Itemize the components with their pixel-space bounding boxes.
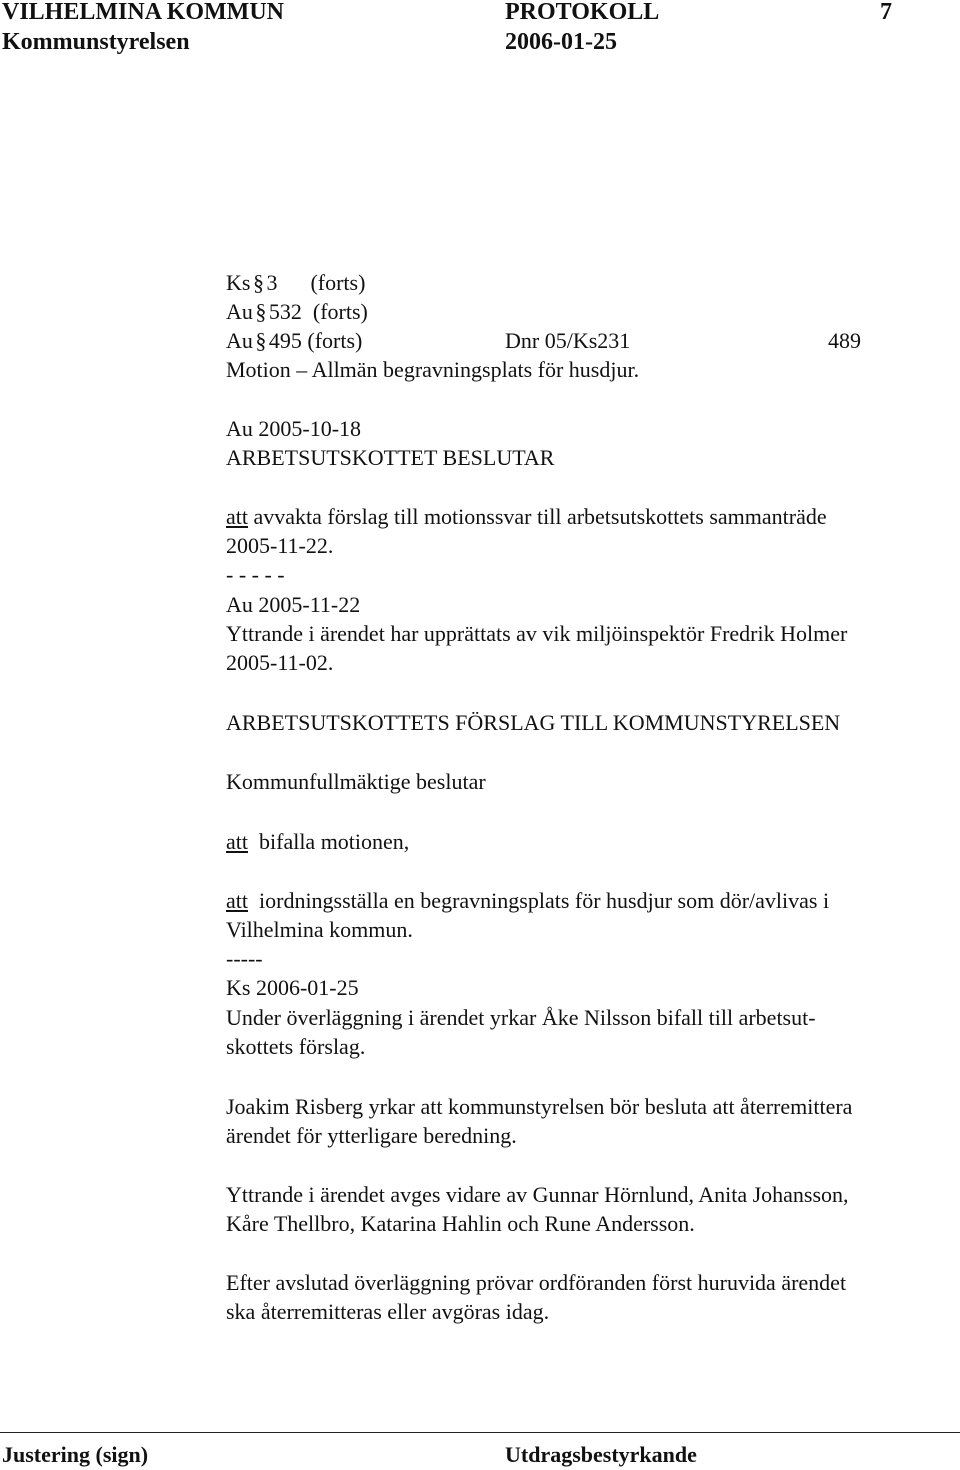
footer-justering: Justering (sign) xyxy=(2,1442,149,1467)
board-name: Kommunstyrelsen xyxy=(2,29,190,55)
au-1018-decision: att avvakta förslag till motionssvar till arbetsutskottets sammanträde xyxy=(226,504,827,529)
ks-paragraph-1: Under överläggning i ärendet yrkar Åke Nilsson bifall till arbetsut- xyxy=(226,1005,816,1030)
footer-utdragsbestyrkande: Utdragsbestyrkande xyxy=(505,1442,697,1467)
ks-paragraph-2-cont: ärendet för ytterligare beredning. xyxy=(226,1123,517,1148)
case-ref-au-532: Au § 532 (forts) xyxy=(226,299,368,324)
proposal-item-2-cont: Vilhelmina kommun. xyxy=(226,917,413,942)
au-1018-heading: ARBETSUTSKOTTET BESLUTAR xyxy=(226,445,555,470)
ks-paragraph-2: Joakim Risberg yrkar att kommunstyrelsen bör besluta att återremittera xyxy=(226,1094,853,1119)
ks-paragraph-1-cont: skottets förslag. xyxy=(226,1034,366,1059)
ks-paragraph-3-cont: Kåre Thellbro, Katarina Hahlin och Rune Andersson. xyxy=(226,1211,695,1236)
meeting-date: 2006-01-25 xyxy=(505,29,617,55)
au-1018-decision-cont: 2005-11-22. xyxy=(226,533,334,558)
document-type: PROTOKOLL xyxy=(505,0,660,25)
ks-0125-date: Ks 2006-01-25 xyxy=(226,975,359,1000)
subject-line: Motion – Allmän begravningsplats för husdjur. xyxy=(226,357,640,382)
ks-paragraph-3: Yttrande i ärendet avges vidare av Gunnar Hörnlund, Anita Johansson, xyxy=(226,1182,849,1207)
footer-rule xyxy=(0,1432,960,1433)
ks-paragraph-4: Efter avslutad överläggning prövar ordföranden först huruvida ärendet xyxy=(226,1270,847,1295)
proposal-item-1: att bifalla motionen, xyxy=(226,829,410,854)
separator-dashes: - - - - - xyxy=(226,562,285,587)
municipality-name: VILHELMINA KOMMUN xyxy=(2,0,284,25)
au-1018-date: Au 2005-10-18 xyxy=(226,416,362,441)
au-1122-date: Au 2005-11-22 xyxy=(226,592,361,617)
ks-paragraph-4-cont: ska återremitteras eller avgöras idag. xyxy=(226,1299,550,1324)
case-ref-ks: Ks § 3 (forts) xyxy=(226,270,366,295)
case-ref-au-495: Au § 495 (forts) xyxy=(226,328,363,353)
case-number: 489 xyxy=(828,328,861,353)
page-number: 7 xyxy=(880,0,892,25)
proposal-heading: ARBETSUTSKOTTETS FÖRSLAG TILL KOMMUNSTYRELSEN xyxy=(226,710,841,735)
proposal-decider: Kommunfullmäktige beslutar xyxy=(226,769,486,794)
au-1122-statement: Yttrande i ärendet har upprättats av vik miljöinspektör Fredrik Holmer xyxy=(226,621,848,646)
proposal-item-2: att iordningsställa en begravningsplats för husdjur som dör/avlivas i xyxy=(226,888,830,913)
au-1122-statement-cont: 2005-11-02. xyxy=(226,650,334,675)
diary-number: Dnr 05/Ks231 xyxy=(505,328,631,353)
separator-dashes-2: ----- xyxy=(226,946,263,971)
